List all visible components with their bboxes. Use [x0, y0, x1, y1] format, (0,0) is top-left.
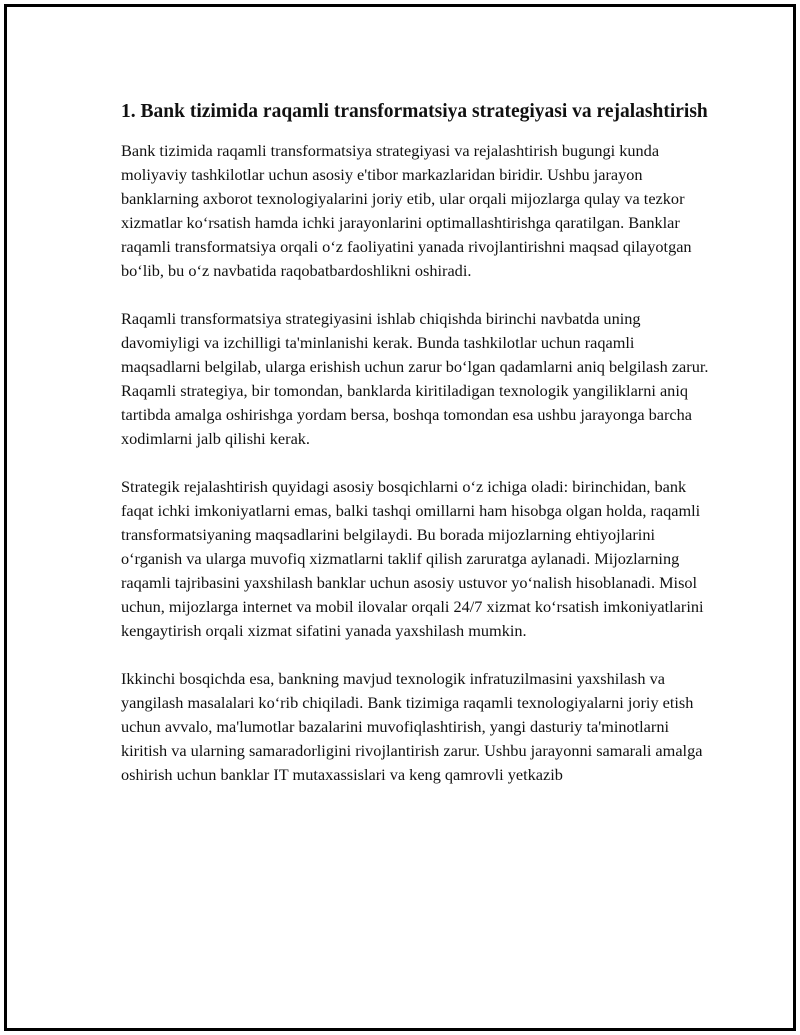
paragraph-2: Raqamli transformatsiya strategiyasini ishlab chiqishda birinchi navbatda uning davomiyligi va izchilligi ta'minlanishi kerak. Bunda tashkilotlar uchun raqamli maqsadlarni belgilab, ularga erishish uchun zarur bo‘lgan qadamlarni aniq belgilash zarur. Raqamli strategiya, bir tomondan, banklarda kiritiladigan texnologik yangiliklarni aniq tartibda amalga oshirishga yordam bersa, boshqa tomondan esa ushbu jarayonga barcha xodimlarni jalb qilishi kerak.: [121, 309, 709, 448]
paragraph-3: Strategik rejalashtirish quyidagi asosiy bosqichlarni o‘z ichiga oladi: birinchidan, bank faqat ichki imkoniyatlarni emas, balki tashqi omillarni ham hisobga olgan holda, raqamli transformatsiyaning maqsadlarini belgilaydi. Bu borada mijozlarning ehtiyojlarini o‘rganish va ularga muvofiq xizmatlarni taklif qilish zaruratga aylanadi. Mijozlarning raqamli tajribasini yaxshilash banklar uchun asosiy ustuvor yo‘nalish hisoblanadi. Misol uchun, mijozlarga internet va mobil ilovalar orqali 24/7 xizmat ko‘rsatish imkoniyatlarini kengaytirish orqali xizmat sifatini yanada yaxshilash mumkin.: [121, 477, 704, 640]
document-body: [121, 98, 711, 811]
paragraph-4: Ikkinchi bosqichda esa, bankning mavjud texnologik infratuzilmasini yaxshilash va yangilash masalalari ko‘rib chiqiladi. Bank tizimiga raqamli texnologiyalarni joriy etish uchun avvalo, ma'lumotlar bazalarini muvofiqlashtirish, yangi dasturiy ta'minotlarni kiritish va ularning samaradorligini rivojlantirish zarur. Ushbu jarayonni samarali amalga oshirish uchun banklar IT mutaxassislari va keng qamrovli yetkazib: [121, 669, 703, 784]
page-frame: [4, 4, 796, 1031]
paragraph-1: Bank tizimida raqamli transformatsiya strategiyasi va rejalashtirish bugungi kunda moliyaviy tashkilotlar uchun asosiy e'tibor markazlaridan biridir. Ushbu jarayon banklarning axborot texnologiyalarini joriy etib, ular orqali mijozlarga qulay va tezkor xizmatlar ko‘rsatish hamda ichki jarayonlarini optimallashtirishga qaratilgan. Banklar raqamli transformatsiya orqali o‘z faoliyatini yanada rivojlantirishni maqsad qilayotgan bo‘lib, bu o‘z navbatida raqobatbardoshlikni oshiradi.: [121, 141, 692, 280]
section-heading: 1. Bank tizimida raqamli transformatsiya strategiyasi va rejalashtirish: [121, 101, 708, 122]
